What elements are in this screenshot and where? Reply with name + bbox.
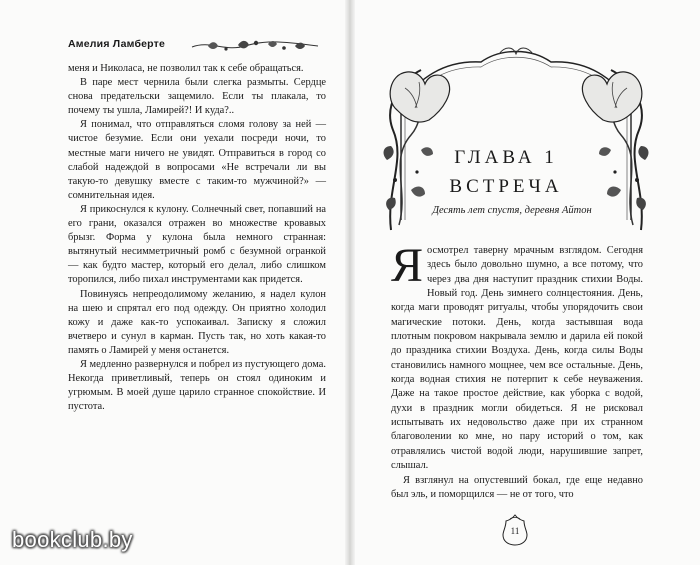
paragraph: меня и Николаса, не позволил так к себе обращаться. (68, 63, 304, 74)
paragraph: В паре мест чернила были слегка размыты. Сердце снова предательски защемило. Если ты плакала, то почему ты ушла, Ламирей?! И куда?.. (68, 77, 326, 117)
paragraph: Я взглянул на опустевший бокал, где еще недавно был эль, и поморщился — не от того, что (391, 474, 643, 500)
paragraph: Я понимал, что отправляться сломя голову за ней — чистое безумие. Если они уехали посреди ночи, то местные маги ничего не увидят. Отправиться в город со слабой надеждой в вопросами «Не встречали ли вы такую-то девушку вместе с таким-то мужчиной?» — сомнительная идея. (68, 119, 326, 201)
page-number-badge (500, 513, 530, 547)
chapter-number: ГЛАВА 1 (454, 147, 558, 168)
book-gutter (345, 0, 355, 565)
paragraph: Я прикоснулся к кулону. Солнечный свет, попавший на его грани, оказался отражен во множестве кровавых брызг. Форма у кулона была немного странная: вытянутый несимметричный ромб с безумной огранкой — как будто мастер, который его делал, либо слишком торопился, либо пихал инструментами как придется. (68, 203, 326, 286)
paragraph: Повинуясь непреодолимому желанию, я надел кулон на шею и спрятал его под одежду. Он приятно холодил кожу и даже как-то успокаивал. Записку я сложил вчетверо и сунул в карман. Пусть так, но хоть какая-то память о Ламирей у меня останется. (68, 288, 326, 356)
left-page-text (68, 62, 326, 414)
running-head: Амелия Ламберте (68, 38, 166, 50)
chapter-name: ВСТРЕЧА (449, 176, 563, 197)
floral-ornament-icon (190, 38, 320, 54)
chapter-title (392, 143, 620, 201)
paragraph: Я медленно развернулся и побрел из пустующего дома. Некогда приветливый, теперь он стоял одиноким и угрюмым. В моей душе царило странное спокойствие. И пустота. (68, 358, 326, 413)
drop-cap: Я (391, 239, 424, 292)
page-number: 11 (510, 526, 520, 536)
paragraph (391, 239, 643, 474)
watermark-logo: bookclub.by (12, 527, 133, 552)
paragraph-text: осмотрел таверну мрачным взглядом. Сегодня здесь было довольно шумно, а все потому, что через два дня наступит праздник стихии Воды. Новый год. День зимнего солнцестояния. День, когда маги проводят ритуалы, чтобы упорядочить свои магические потоки. День, когда застывшая вода плотным покровом накрывала землю и дарила ей покой до праздника стихии Воздуха. День, когда силы Воды становились намного мощнее, чем все остальные. День, когда водная стихия не потерпит к себе неуважения. Даже на такое простое действие, как уборка с водой, духи в праздник могли обидеться. Я не рисковал испытывать их недовольство даже при их странном благоволении ко мне, но пару историй о том, как отравлялись чистой водой люди, нарушившие запрет, слышал. (391, 245, 643, 472)
right-page-text (391, 239, 643, 502)
chapter-subtitle: Десять лет спустя, деревня Айтон (432, 205, 592, 216)
